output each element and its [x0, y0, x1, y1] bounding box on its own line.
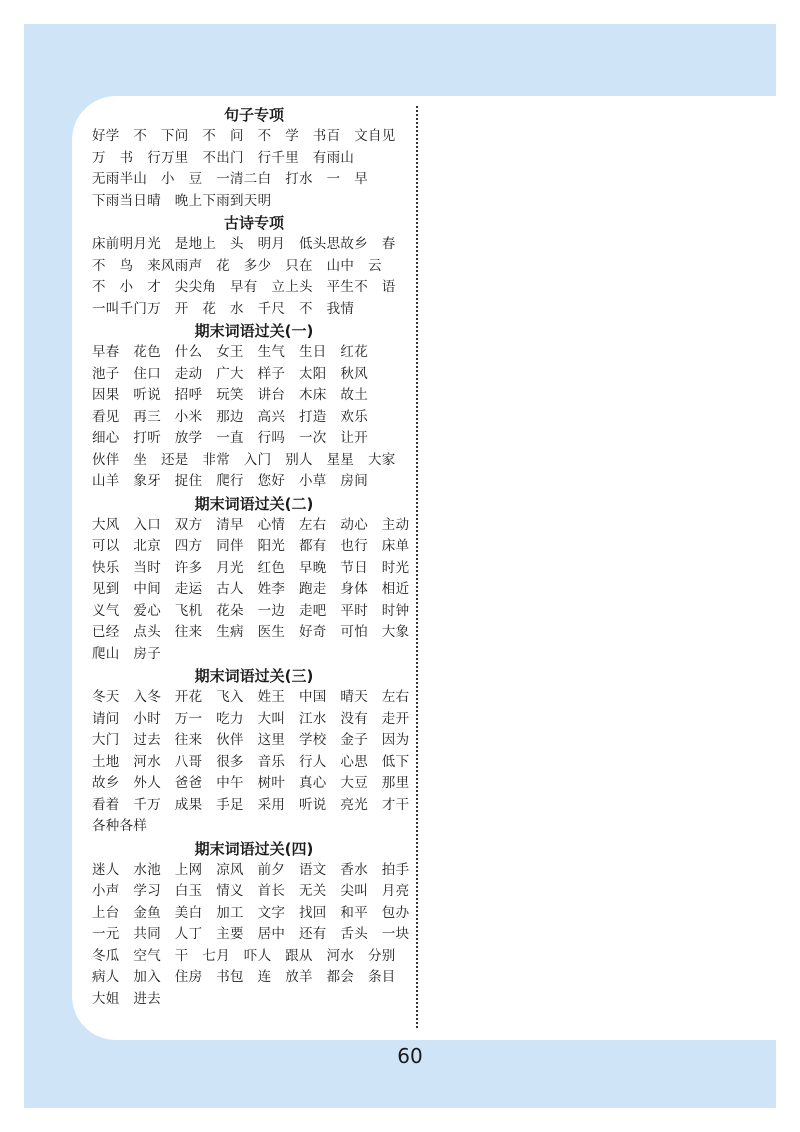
answer-line: 池子 住口 走动 广大 样子 太阳 秋风: [92, 365, 368, 382]
answer-line: 见到 中间 走运 古人 姓李 跑走 身体 相近: [92, 581, 410, 597]
answer-line: 请问 小时 万一 吃力 大叫 江水 没有 走开: [92, 710, 410, 727]
answer-line: 小声 学习 白玉 情义 首长 无关 尖叫 月亮: [92, 883, 410, 899]
answer-line: 冬天 入冬 开花 飞入 姓王 中国 晴天 左右: [92, 689, 410, 705]
section-title: 古诗专项: [223, 214, 284, 232]
section-final-words-2: [92, 493, 412, 666]
section-poems: [92, 212, 412, 320]
section-title: 期末词语过关(四): [194, 839, 314, 858]
answer-line: 爬山 房子: [92, 645, 161, 662]
answer-line: 万 书 行万里 不出门 行千里 有雨山: [92, 149, 355, 166]
answer-line: 早春 花色 什么 女王 生气 生日 红花: [92, 344, 368, 360]
section-title: 期末词语过关(三): [194, 667, 314, 685]
answer-line: 看见 再三 小米 那边 高兴 打造 欢乐: [92, 408, 368, 425]
answer-line: 病人 加入 住房 书包 连 放羊 都会 条目: [92, 969, 396, 985]
answer-line: 义气 爱心 飞机 花朵 一边 走吧 平时 时钟: [92, 602, 410, 619]
answer-line: 大风 入口 双方 清早 心情 左右 动心 主动: [92, 516, 410, 533]
answer-line: 好学 不 下问 不 问 不 学 书百 文自见: [92, 128, 396, 144]
section-final-words-4: [92, 838, 412, 1011]
page-number: 60: [397, 1044, 423, 1068]
answer-line: 一元 共同 人丁 主要 居中 还有 舌头 一块: [92, 926, 410, 942]
section-title: 句子专项: [223, 106, 284, 124]
answer-column: [92, 104, 412, 1010]
answer-line: 可以 北京 四方 同伴 阳光 都有 也行 床单: [92, 538, 410, 554]
answer-line: 一叫千门万 开 花 水 千尺 不 我情: [92, 300, 355, 317]
answer-line: 山羊 象牙 捉住 爬行 您好 小草 房间: [92, 473, 368, 489]
answer-line: 伙伴 坐 还是 非常 入门 别人 星星 大家: [92, 451, 396, 468]
answer-line: 无雨半山 小 豆 一清二白 打水 一 早: [92, 171, 368, 187]
answer-line: 已经 点头 往来 生病 医生 好奇 可怕 大象: [92, 624, 410, 640]
answer-line: 迷人 水池 上网 凉风 前夕 语文 香水 拍手: [92, 861, 410, 878]
answer-line: 不 小 才 尖尖角 早有 立上头 平生不 语: [92, 279, 396, 295]
answer-line: 大门 过去 往来 伙伴 这里 学校 金子 因为: [92, 732, 410, 748]
answer-line: 大姐 进去: [92, 990, 161, 1007]
answer-line: 土地 河水 八哥 很多 音乐 行人 心思 低下: [92, 753, 410, 770]
answer-line: 不 鸟 来风雨声 花 多少 只在 山中 云: [92, 257, 382, 274]
answer-line: 看着 千万 成果 手足 采用 听说 亮光 才干: [92, 796, 410, 813]
section-title: 期末词语过关(二): [194, 494, 314, 513]
answer-line: 床前明月光 是地上 头 明月 低头思故乡 春: [92, 236, 396, 252]
answer-line: 因果 听说 招呼 玩笑 讲台 木床 故土: [92, 387, 368, 403]
answer-line: 细心 打听 放学 一直 行吗 一次 让开: [92, 430, 368, 446]
answer-line: 快乐 当时 许多 月光 红色 早晚 节日 时光: [92, 559, 410, 576]
dotted-divider: [416, 106, 418, 1028]
answer-line: 各种各样: [92, 818, 148, 834]
answer-line: 故乡 外人 爸爸 中午 树叶 真心 大豆 那里: [92, 775, 410, 791]
answer-line: 冬瓜 空气 干 七月 吓人 跟从 河水 分别: [92, 947, 396, 964]
section-final-words-3: [92, 665, 412, 838]
section-sentences: [92, 104, 412, 212]
section-final-words-1: [92, 320, 412, 493]
answer-line: 下雨当日晴 晚上下雨到天明: [92, 192, 272, 209]
answer-line: 上台 金鱼 美白 加工 文字 找回 和平 包办: [92, 904, 410, 921]
section-title: 期末词语过关(一): [194, 322, 314, 340]
